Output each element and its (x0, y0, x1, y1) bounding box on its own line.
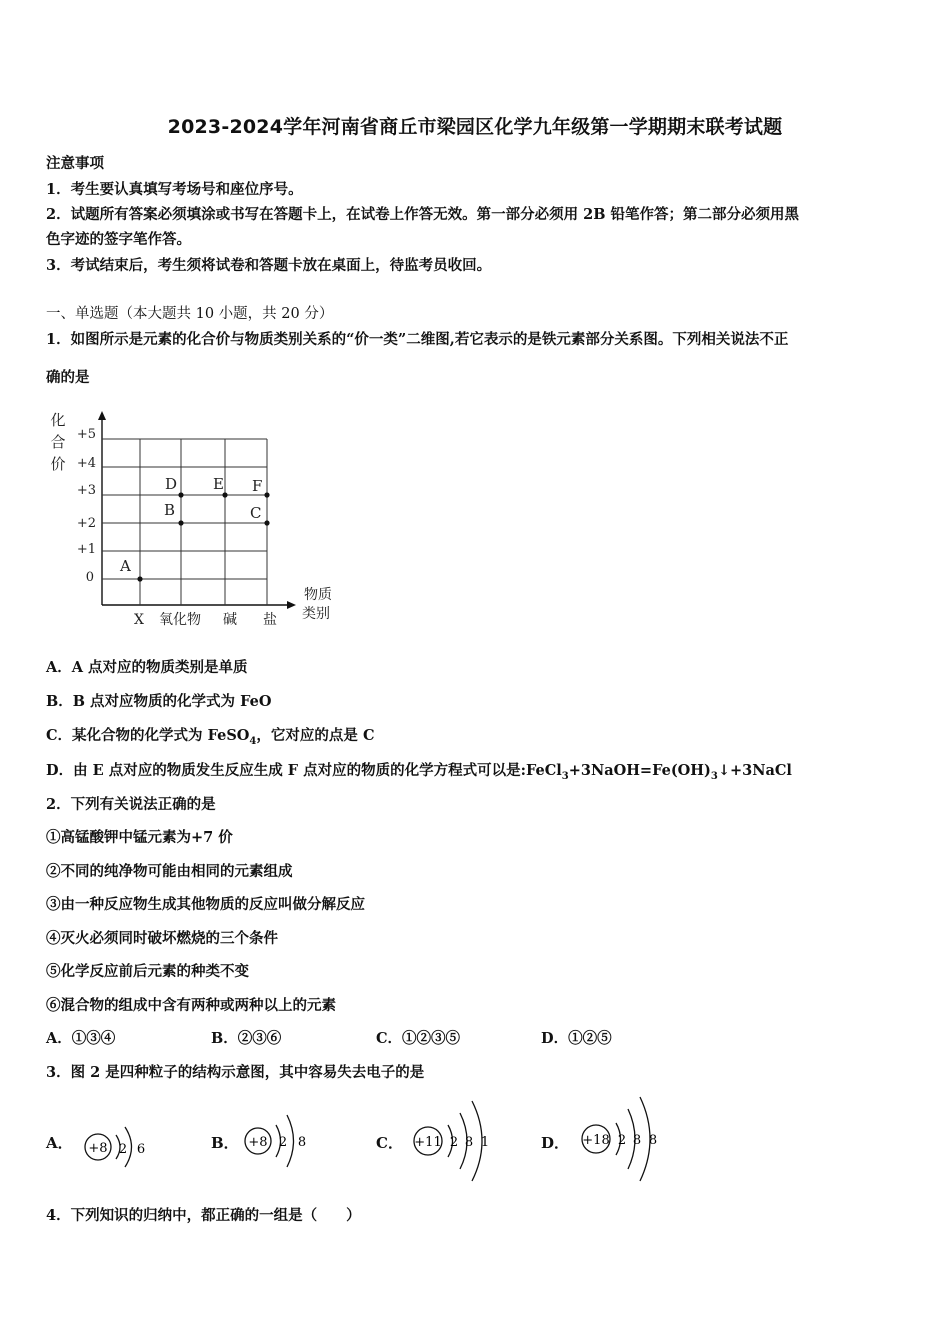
ylabel-char-2: 合 (50, 433, 66, 451)
point-e-label: E (213, 475, 224, 493)
xlabel-line-1: 物质 (304, 587, 332, 603)
notice-item-3: 3．考试结束后，考生须将试卷和答题卡放在桌面上，待监考员收回。 (46, 257, 492, 274)
q2-statement-5: ⑤化学反应前后元素的种类不变 (46, 963, 249, 980)
q2-statement-1: ①高锰酸钾中锰元素为+7 价 (46, 829, 233, 846)
q1-option-c: C．某化合物的化学式为 FeSO$_4$，它对应的点是 C (46, 727, 375, 747)
q3-option-c-label: C． (376, 1134, 403, 1152)
notice-item-2-cont: 色字迹的签字笔作答。 (46, 231, 191, 248)
q2-option-c: C．①②③⑤ (376, 1030, 461, 1047)
q2-option-a: A．①③④ (46, 1030, 116, 1047)
point-b-label: B (164, 501, 176, 519)
q4-stem: 4．下列知识的归纳中，都正确的一组是（ ） (46, 1207, 361, 1224)
point-c-marker (264, 520, 269, 525)
ytick-plus3: +3 (76, 483, 96, 498)
q1-option-a: A．A 点对应的物质类别是单质 (46, 659, 248, 676)
ytick-plus2: +2 (76, 516, 96, 531)
shell-b-1: 2 (278, 1135, 288, 1150)
x-axis-arrow (287, 601, 296, 609)
section-heading: 一、单选题（本大题共 10 小题，共 20 分） (46, 306, 334, 322)
notice-item-2: 2．试题所有答案必须填涂或书写在答题卡上，在试卷上作答无效。第一部分必须用 2B 铅笔作答；第二部分必须用黑 (46, 206, 800, 223)
ytick-zero: 0 (85, 570, 94, 585)
q2-statement-4: ④灭火必须同时破坏燃烧的三个条件 (46, 930, 278, 947)
q2-stem: 2．下列有关说法正确的是 (46, 796, 216, 813)
nucleus-b: +8 (248, 1135, 268, 1150)
page-title: 2023-2024学年河南省商丘市梁园区化学九年级第一学期期末联考试题 (167, 116, 783, 138)
y-axis-arrow (98, 411, 106, 420)
nucleus-c: +11 (414, 1135, 442, 1150)
shell-d-3: 8 (648, 1133, 658, 1148)
xtick-x: X (134, 612, 144, 628)
q1-stem-cont: 确的是 (46, 369, 90, 386)
shell-d-1: 2 (617, 1133, 627, 1148)
nucleus-a: +8 (88, 1141, 108, 1156)
q2-statement-2: ②不同的纯净物可能由相同的元素组成 (46, 863, 293, 880)
notice-item-1: 1．考生要认真填写考场号和座位序号。 (46, 181, 303, 198)
q1-option-d: D．由 E 点对应的物质发生反应生成 F 点对应的物质的化学方程式可以是$:FeCl_3+3NaOH=Fe(OH)_3↓+3NaCl$ (46, 762, 792, 782)
q1-option-b: B．B 点对应物质的化学式为 FeO (46, 693, 272, 710)
q2-option-b: B．②③⑥ (211, 1030, 282, 1047)
shell-c-1: 2 (449, 1135, 459, 1150)
atom-diagram-a (78, 1095, 158, 1185)
point-e-marker (222, 492, 227, 497)
q2-option-d: D．①②⑤ (541, 1030, 612, 1047)
shell-c-2: 8 (464, 1135, 474, 1150)
point-a-label: A (120, 557, 131, 575)
valence-category-chart (40, 405, 350, 635)
q2-statement-3: ③由一种反应物生成其他物质的反应叫做分解反应 (46, 896, 365, 913)
point-d-marker (178, 492, 183, 497)
xtick-base: 碱 (223, 612, 237, 628)
ytick-plus5: +5 (76, 427, 96, 442)
shell-d-2: 8 (632, 1133, 642, 1148)
q1-stem: 1．如图所示是元素的化合价与物质类别关系的“价一类”二维图,若它表示的是铁元素部分关系图。下列相关说法不正 (46, 331, 789, 348)
nucleus-d: +18 (582, 1133, 610, 1148)
q3-option-d-label: D． (541, 1134, 570, 1152)
atom-diagram-d (576, 1095, 676, 1185)
q3-stem: 3．图 2 是四种粒子的结构示意图，其中容易失去电子的是 (46, 1064, 425, 1081)
atom-diagram-c (408, 1095, 508, 1185)
xtick-oxide: 氧化物 (159, 612, 201, 628)
point-a-marker (137, 576, 142, 581)
point-d-label: D (165, 475, 178, 493)
q2-statement-6: ⑥混合物的组成中含有两种或两种以上的元素 (46, 997, 336, 1014)
point-f-label: F (252, 477, 263, 495)
ylabel-char-3: 价 (50, 455, 66, 473)
atom-diagram-b (238, 1095, 318, 1185)
point-b-marker (178, 520, 183, 525)
ytick-plus1: +1 (76, 542, 96, 557)
shell-a-1: 2 (118, 1142, 128, 1157)
q3-option-a-label: A． (46, 1134, 73, 1152)
shell-a-2: 6 (136, 1142, 146, 1157)
ylabel-char-1: 化 (50, 411, 66, 429)
shell-c-3: 1 (480, 1135, 490, 1150)
notice-heading: 注意事项 (46, 155, 104, 172)
point-c-label: C (250, 504, 262, 522)
q3-option-b-label: B． (211, 1134, 239, 1152)
xlabel-line-2: 类别 (302, 606, 330, 622)
shell-b-2: 8 (297, 1135, 307, 1150)
xtick-salt: 盐 (263, 612, 277, 628)
ytick-plus4: +4 (76, 456, 96, 471)
point-f-marker (264, 492, 269, 497)
